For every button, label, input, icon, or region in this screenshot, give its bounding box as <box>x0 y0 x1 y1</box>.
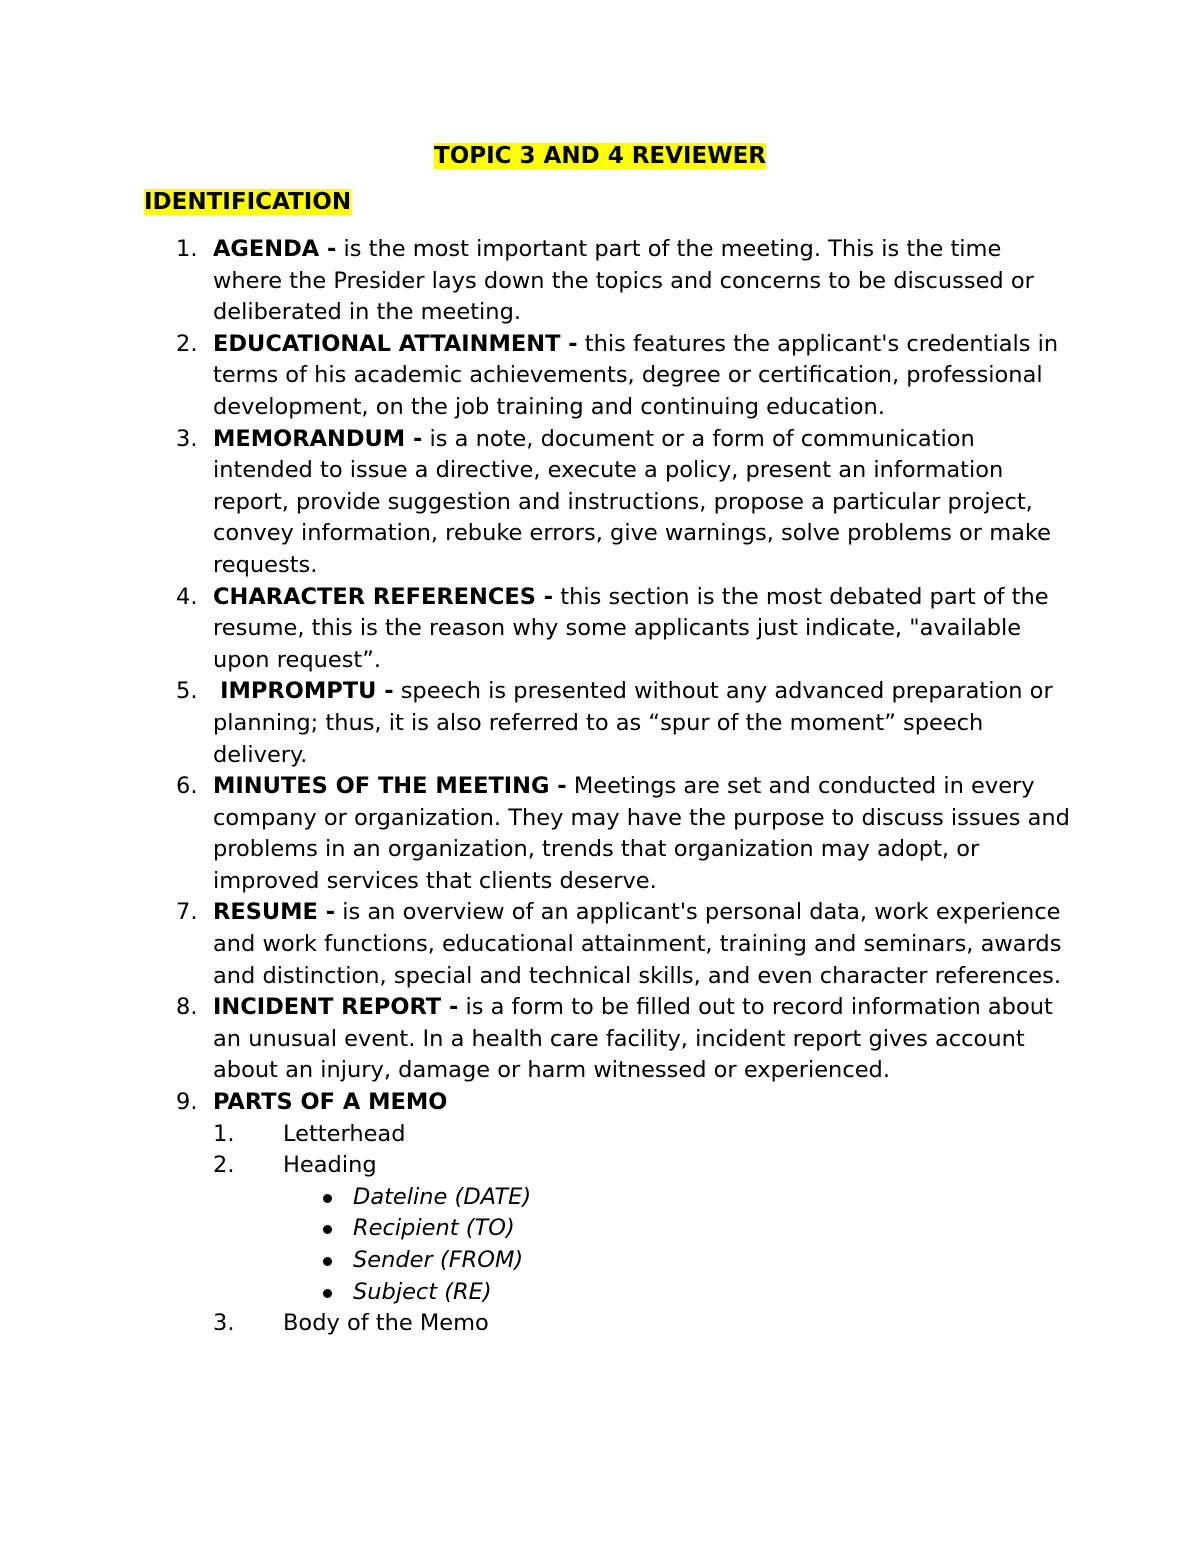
list-item: 4. CHARACTER REFERENCES - this section is the most debated part of the resume, this is the reason why some applicants just indicate, "available upon request”. <box>176 583 1049 673</box>
bullet-icon <box>323 1257 332 1266</box>
item-term: EDUCATIONAL ATTAINMENT - <box>213 330 578 357</box>
item-term: IMPROMPTU - <box>220 678 394 705</box>
item-text: is the most important part of the meeting. This is the time where the Presider lays down the topics and concerns to be discussed or deliberated in the meeting. <box>213 236 1034 326</box>
heading-bullet-list <box>283 1182 1073 1308</box>
item-term: MINUTES OF THE MEETING - <box>213 773 567 800</box>
item-text: is a note, document or a form of communication intended to issue a directive, execute a policy, present an information report, provide suggestion and instructions, propose a particular project, convey information, rebuke errors, give warnings, solve problems or make requests. <box>213 425 1051 578</box>
identification-list <box>176 234 1073 1340</box>
section-heading: IDENTIFICATION <box>144 189 352 215</box>
list-item: 8. INCIDENT REPORT - is a form to be filled out to record information about an unusual event. In a health care facility, incident report gives account about an injury, damage or harm witnessed or experienced. <box>176 994 1053 1084</box>
list-item: 1. AGENDA - is the most important part of the meeting. This is the time where the Presider lays down the topics and concerns to be discussed or deliberated in the meeting. <box>176 236 1034 326</box>
memo-part-item: 2. Heading Dateline (DATE) Recipient (TO) Sender (FROM) Subject (RE) <box>213 1150 1073 1308</box>
list-item: 3. MEMORANDUM - is a note, document or a form of communication intended to issue a directive, execute a policy, present an information report, provide suggestion and instructions, propose a particular project, convey information, rebuke errors, give warnings, solve problems or make requests. <box>176 425 1051 578</box>
memo-part-item: 3. Body of the Memo <box>213 1310 489 1337</box>
item-term: CHARACTER REFERENCES - <box>213 583 554 610</box>
item-text: this section is the most debated part of the resume, this is the reason why some applicants just indicate, "available upon request”. <box>213 583 1049 673</box>
item-term: RESUME - <box>213 899 336 926</box>
bullet-item: Sender (FROM) <box>283 1245 1073 1277</box>
item-text: speech is presented without any advanced preparation or planning; thus, it is also referred to as “spur of the moment” speech delivery. <box>213 678 1053 768</box>
list-item: 2. EDUCATIONAL ATTAINMENT - this features the applicant's credentials in terms of his academic achievements, degree or certification, professional development, on the job training and continuing education. <box>176 330 1059 420</box>
list-item: 6. MINUTES OF THE MEETING - Meetings are set and conducted in every company or organization. They may have the purpose to discuss issues and problems in an organization, trends that organization may adopt, or improved services that clients deserve. <box>176 773 1070 894</box>
bullet-item: Recipient (TO) <box>283 1213 1073 1245</box>
item-term: PARTS OF A MEMO <box>213 1089 448 1116</box>
list-item: 5. IMPROMPTU - speech is presented without any advanced preparation or planning; thus, it is also referred to as “spur of the moment” speech delivery. <box>176 678 1053 768</box>
item-term: INCIDENT REPORT - <box>213 994 459 1021</box>
item-text: this features the applicant's credentials in terms of his academic achievements, degree or certification, professional development, on the job training and continuing education. <box>213 330 1059 420</box>
item-term: AGENDA - <box>213 236 337 262</box>
bullet-icon <box>323 1289 332 1298</box>
item-text: is an overview of an applicant's personal data, work experience and work functions, educational attainment, training and seminars, awards and distinction, special and technical skills, and even character references. <box>213 899 1062 989</box>
bullet-item: Dateline (DATE) <box>283 1182 1073 1214</box>
item-text: is a form to be filled out to record information about an unusual event. In a health care facility, incident report gives account about an injury, damage or harm witnessed or experienced. <box>213 994 1053 1084</box>
item-term: MEMORANDUM - <box>213 425 423 452</box>
list-item: 7. RESUME - is an overview of an applicant's personal data, work experience and work functions, educational attainment, training and seminars, awards and distinction, special and technical skills, and even character references. <box>176 899 1062 989</box>
list-item: 9. PARTS OF A MEMO 1. Letterhead 2. Heading Dateline (DATE) Recipient (TO) Sender (FROM) Subject (RE) 3. Body of the Memo <box>213 1087 1073 1340</box>
bullet-item: Subject (RE) <box>283 1277 1073 1309</box>
item-text: Meetings are set and conducted in every company or organization. They may have the purpose to discuss issues and problems in an organization, trends that organization may adopt, or improved services that clients deserve. <box>213 773 1070 894</box>
bullet-icon <box>323 1225 332 1234</box>
document-title: TOPIC 3 AND 4 REVIEWER <box>434 143 766 169</box>
memo-parts-list <box>213 1119 1073 1340</box>
memo-part-item: 1. Letterhead <box>213 1120 406 1147</box>
bullet-icon <box>323 1194 332 1203</box>
